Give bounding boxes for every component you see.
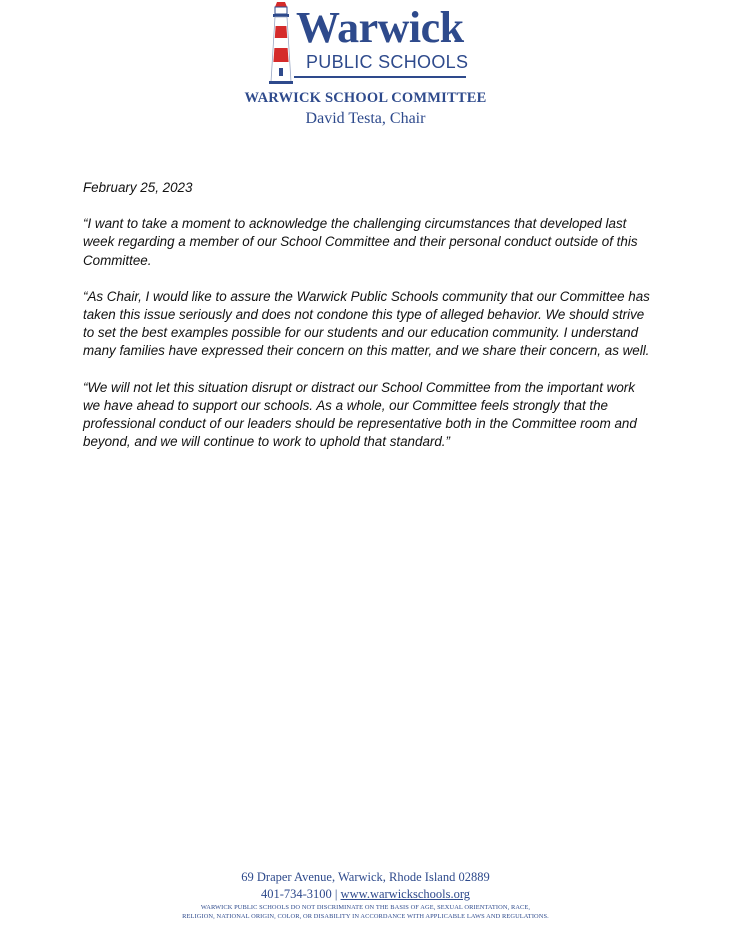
letter-body bbox=[83, 179, 653, 469]
footer-address: 69 Draper Avenue, Warwick, Rhode Island 02889 bbox=[241, 870, 490, 884]
letter-date: February 25, 2023 bbox=[83, 180, 193, 195]
letter-paragraph: “We will not let this situation disrupt or distract our School Committee from the important work we have ahead to support our schools. As a whole, our Committee feels strongly that the professional conduct of our leaders should be representative both in the Committee room and beyond, and we will continue to work to uphold that standard.” bbox=[83, 379, 637, 450]
letterhead bbox=[0, 0, 731, 140]
chair-name: David Testa, Chair bbox=[305, 110, 426, 127]
lighthouse-icon bbox=[266, 2, 296, 84]
district-logo bbox=[266, 2, 476, 84]
notice-line: RELIGION, NATIONAL ORIGIN, COLOR, OR DISABILITY IN ACCORDANCE WITH APPLICABLE LAWS AND REGULATIONS. bbox=[182, 913, 549, 920]
website-link[interactable]: www.warwickschools.org bbox=[340, 887, 471, 901]
notice-line: WARWICK PUBLIC SCHOOLS DO NOT DISCRIMINATE ON THE BASIS OF AGE, SEXUAL ORIENTATION, RACE, bbox=[200, 904, 531, 911]
footer-phone: 401-734-3100 bbox=[260, 887, 332, 901]
logo-subtitle: PUBLIC SCHOOLS bbox=[306, 52, 469, 72]
logo-rule bbox=[294, 76, 466, 78]
nondiscrimination-notice bbox=[0, 903, 731, 921]
letter-paragraph: “As Chair, I would like to assure the Warwick Public Schools community that our Committee has taken this issue seriously and does not condone this type of alleged behavior. We should strive to set the best examples possible for our students and our education community. I understand many families have expressed their concern on this matter, and we share their concern, as well. bbox=[83, 288, 650, 359]
letter-paragraph: “I want to take a moment to acknowledge the challenging circumstances that developed last week regarding a member of our School Committee and their personal conduct outside of this Committee. bbox=[83, 216, 638, 268]
logo-wordmark: Warwick bbox=[296, 3, 464, 52]
committee-title: WARWICK SCHOOL COMMITTEE bbox=[244, 90, 487, 106]
footer-separator: | bbox=[331, 887, 341, 901]
footer-contact bbox=[0, 887, 731, 902]
